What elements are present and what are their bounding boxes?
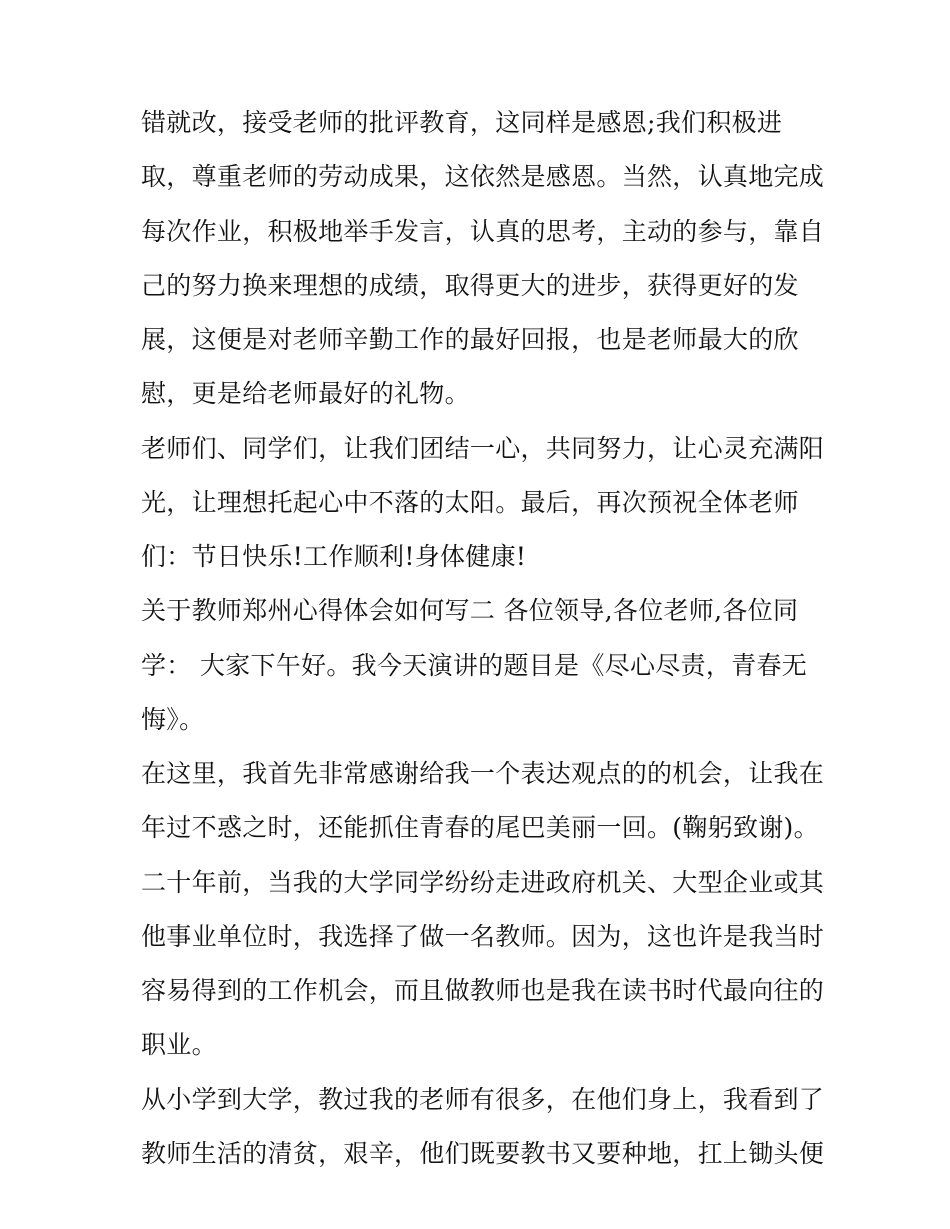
text-line: 学： 大家下午好。我今天演讲的题目是《尽心尽责，青春无 — [141, 650, 808, 680]
text-line: 展，这便是对老师辛勤工作的最好回报，也是老师最大的欣 — [141, 325, 799, 354]
text-line: 错就改，接受老师的批评教育，这同样是感恩;我们积极进 — [141, 108, 783, 137]
text-line: 教师生活的清贫，艰辛，他们既要教书又要种地，扛上锄头便 — [141, 1138, 825, 1168]
text-line: 取，尊重老师的劳动成果，这依然是感恩。当然，认真地完成 — [141, 162, 825, 192]
text-line: 悔》。 — [141, 704, 205, 734]
text-line: 年过不惑之时，还能抓住青春的尾巴美丽一回。(鞠躬致谢)。 — [141, 813, 819, 843]
body-text — [141, 108, 825, 1193]
text-line: 容易得到的工作机会，而且做教师也是我在读书时代最向往的 — [141, 976, 825, 1005]
text-line: 他事业单位时，我选择了做一名教师。因为，这也许是我当时 — [141, 921, 825, 951]
text-line: 职业。 — [141, 1030, 217, 1060]
text-line: 二十年前，当我的大学同学纷纷走进政府机关、大型企业或其 — [141, 867, 825, 897]
text-line: 光，让理想托起心中不落的太阳。最后，再次预祝全体老师 — [141, 487, 799, 517]
text-line: 己的努力换来理想的成绩，取得更大的进步，获得更好的发 — [141, 270, 799, 300]
text-line: 每次作业，积极地举手发言，认真的思考，主动的参与，靠自 — [141, 216, 825, 246]
text-line: 老师们、同学们，让我们团结一心，共同努力，让心灵充满阳 — [141, 433, 825, 463]
text-line: 慰，更是给老师最好的礼物。 — [141, 379, 470, 409]
text-line: 从小学到大学，教过我的老师有很多，在他们身上，我看到了 — [141, 1084, 825, 1114]
text-line: 在这里，我首先非常感谢给我一个表达观点的的机会，让我在 — [141, 759, 825, 788]
text-line: 们：节日快乐!工作顺利!身体健康! — [141, 542, 527, 571]
text-line: 关于教师郑州心得体会如何写二 各位领导,各位老师,各位同 — [141, 596, 799, 626]
